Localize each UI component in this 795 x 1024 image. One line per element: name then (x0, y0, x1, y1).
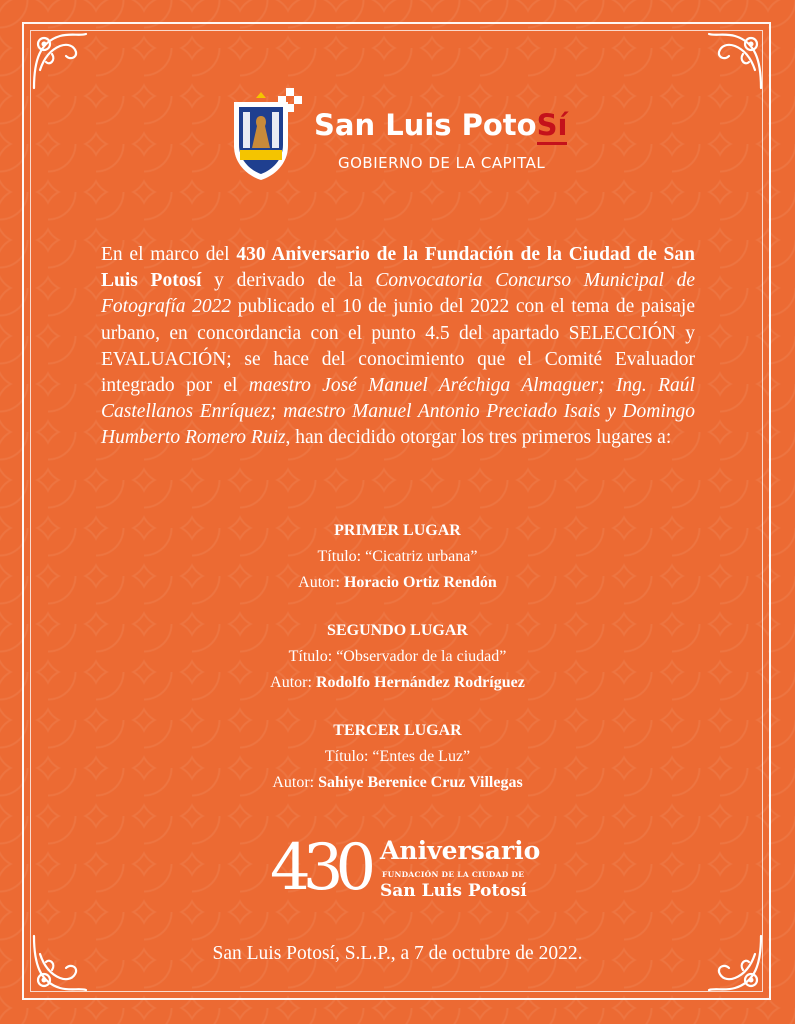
first-place (0, 518, 795, 596)
place-heading: TERCER LUGAR (333, 722, 462, 739)
anniversary-logo (270, 828, 540, 914)
announcement-paragraph: En el marco del 430 Aniversario de la Fundación de la Ciudad de San Luis Potosí y derivado de la Convocatoria Concurso Municipal de Fotografía 2022 publicado el 10 de junio del 2022 con el tema de paisaje urbano, en concordancia con el punto 4.5 del apartado SELECCIÓN y EVALUACIÓN; se hace del conocimiento que el Comité Evaluador integrado por el maestro José Manuel Aréchiga Almaguer; Ing. Raúl Castellanos Enríquez; maestro Manuel Antonio Preciado Isais y Domingo Humberto Romero Ruiz, han decidido otorgar los tres primeros lugares a: (101, 244, 695, 449)
anniversary-number: 430 (270, 831, 369, 905)
place-heading: PRIMER LUGAR (334, 522, 461, 539)
place-author: Autor: Horacio Ortiz Rendón (298, 574, 497, 591)
place-title: Título: “Observador de la ciudad” (288, 648, 507, 665)
date-footer: San Luis Potosí, S.L.P., a 7 de octubre de 2022. (212, 943, 583, 964)
anniversary-city: San Luis Potosí (380, 881, 527, 901)
place-author: Autor: Sahiye Berenice Cruz Villegas (272, 774, 523, 791)
logo-title: San Luis PotoSí (314, 108, 567, 142)
third-place (0, 718, 795, 796)
corner-ornament-icon (703, 30, 765, 92)
anniversary-word: Aniversario (380, 836, 541, 865)
place-author: Autor: Rodolfo Hernández Rodríguez (270, 674, 525, 691)
place-heading: SEGUNDO LUGAR (327, 622, 468, 639)
city-logo (230, 88, 580, 188)
logo-subtitle: GOBIERNO DE LA CAPITAL (338, 154, 546, 172)
place-title: Título: “Entes de Luz” (324, 748, 471, 765)
anniversary-line: FUNDACIÓN DE LA CIUDAD DE (382, 870, 525, 879)
coat-of-arms-icon (230, 88, 302, 184)
corner-ornament-icon (30, 30, 92, 92)
place-title: Título: “Cicatriz urbana” (317, 548, 478, 565)
second-place (0, 618, 795, 696)
